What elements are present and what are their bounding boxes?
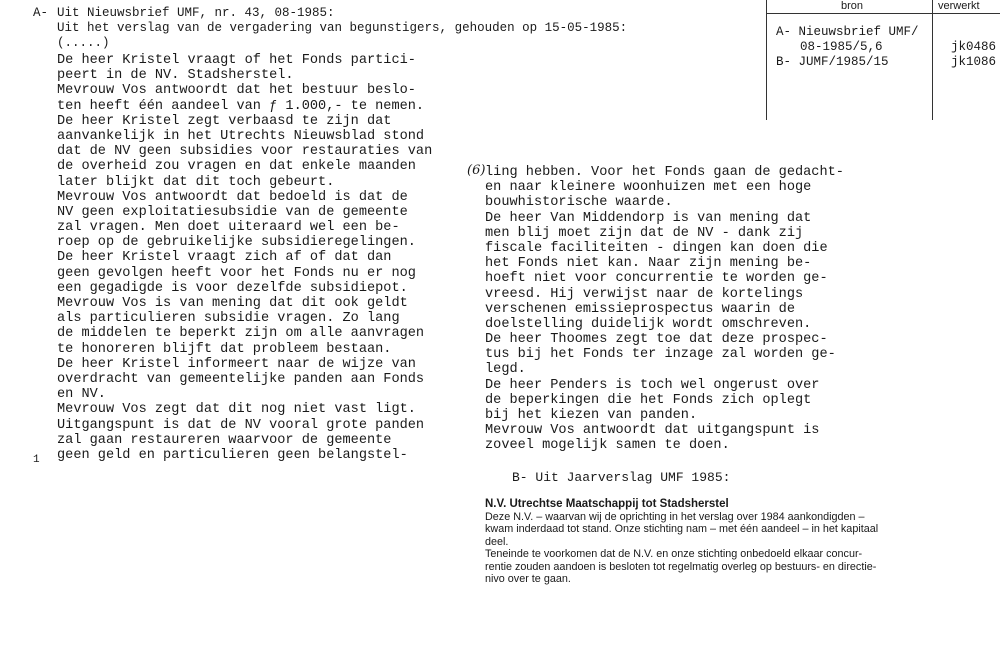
ellipsis-line: (.....) bbox=[57, 36, 110, 50]
text-line: Mevrouw Vos antwoordt dat bedoeld is dat de bbox=[57, 189, 408, 205]
text-line: peert in de NV. Stadsherstel. bbox=[57, 68, 294, 84]
text-line: ten heeft één aandeel van ƒ 1.000,- te nemen. bbox=[57, 98, 425, 114]
text-line: zal gaan restaureren waarvoor de gemeente bbox=[57, 432, 392, 448]
text-line: het Fonds niet kan. Naar zijn mening be- bbox=[485, 256, 812, 272]
text-line: legd. bbox=[485, 362, 526, 378]
text-line: men blij moet zijn dat de NV - dank zij bbox=[485, 225, 804, 241]
text-line: Mevrouw Vos antwoordt dat het bestuur beslo- bbox=[57, 83, 416, 99]
text-line: aanvankelijk in het Utrechts Nieuwsblad stond bbox=[57, 128, 425, 144]
text-line: zoveel mogelijk samen te doen. bbox=[485, 438, 730, 454]
text-line: Uitgangspunt is dat de NV vooral grote panden bbox=[57, 417, 425, 433]
text-line: (6) ling hebben. Voor het Fonds gaan de gedacht- bbox=[467, 163, 844, 180]
bron-entry-a-line1: A- Nieuwsbrief UMF/ bbox=[776, 25, 919, 39]
text-line: Mevrouw Vos zegt dat dit nog niet vast ligt. bbox=[57, 402, 416, 418]
clipping-paragraph-1 bbox=[485, 511, 879, 548]
text-line: hoeft niet voor concurrentie te worden ge- bbox=[485, 271, 828, 287]
text-line: overdracht van gemeentelijke panden aan Fonds bbox=[57, 371, 425, 387]
verwerkt-code-a: jk0486 bbox=[950, 40, 996, 54]
text-line: en naar kleinere woonhuizen met een hoge bbox=[485, 180, 812, 196]
text-line: de overheid zou vragen en dat enkele maanden bbox=[57, 159, 416, 175]
text-line: De heer Kristel informeert naar de wijze van bbox=[57, 356, 416, 372]
bron-entry-a-line2: 08-1985/5,6 bbox=[800, 40, 883, 54]
text-line: NV geen exploitatiesubsidie van de gemeente bbox=[57, 204, 408, 220]
clipping-paragraph-2 bbox=[485, 548, 877, 586]
text-line: later blijkt dat dit toch gebeurt. bbox=[57, 174, 335, 190]
source-reference-box bbox=[766, 0, 1000, 120]
clipping-line: Teneinde te voorkomen dat de N.V. en onze stichting onbedoeld elkaar concur- bbox=[485, 548, 863, 561]
right-text-column bbox=[467, 163, 844, 454]
text-line: dat de NV geen subsidies voor restauraties van bbox=[57, 144, 433, 160]
clipping-line: Deze N.V. – waarvan wij de oprichting in het verslag over 1984 aankondigden – bbox=[485, 511, 865, 523]
verwerkt-header: verwerkt bbox=[938, 0, 980, 12]
left-text-column bbox=[57, 53, 432, 463]
text-line: De heer Kristel vraagt zich af of dat dan bbox=[57, 250, 392, 266]
text-line: geen gevolgen heeft voor het Fonds nu er nog bbox=[57, 265, 416, 281]
clipping-line: deel. bbox=[485, 535, 509, 548]
source-a-label: A- bbox=[33, 6, 49, 20]
text-line: De heer Kristel vraagt of het Fonds partici- bbox=[57, 53, 416, 68]
source-a-lines bbox=[57, 6, 627, 51]
text-line: bij het kiezen van panden. bbox=[485, 408, 698, 423]
text-line: de beperkingen die het Fonds zich oplegt bbox=[485, 392, 812, 408]
clipping-line: nivo over te gaan. bbox=[485, 573, 571, 586]
text-line: De heer Van Middendorp is van mening dat bbox=[485, 210, 812, 226]
text-line: De heer Kristel zegt verbaasd te zijn dat bbox=[57, 113, 392, 129]
text-line: roep op de gebruikelijke subsidieregelingen. bbox=[57, 235, 416, 251]
handwritten-page-marker: (6) bbox=[467, 163, 486, 178]
text-line: verschenen emissieprospectus waarin de bbox=[485, 301, 795, 317]
text-line: tus bij het Fonds ter inzage zal worden ge- bbox=[485, 347, 836, 363]
text-line: bouwhistorische waarde. bbox=[485, 195, 673, 211]
text-line: Mevrouw Vos antwoordt dat uitgangspunt is bbox=[485, 423, 820, 439]
text-line: zal vragen. Men doet uiteraard wel een be- bbox=[57, 220, 400, 236]
verwerkt-code-b: jk1086 bbox=[950, 55, 996, 69]
bron-header: bron bbox=[841, 0, 864, 12]
text-line: de middelen te beperkt zijn om alle aanvragen bbox=[57, 326, 425, 342]
text-line: doelstelling duidelijk wordt omschreven. bbox=[485, 316, 812, 332]
text-line: geen geld en particulieren geen belangstel- bbox=[57, 447, 408, 463]
text-line: De heer Penders is toch wel ongerust over bbox=[485, 377, 820, 393]
source-a-line: Uit Nieuwsbrief UMF, nr. 43, 08-1985: bbox=[57, 6, 335, 20]
text-line: en NV. bbox=[57, 387, 106, 403]
text-line: een gegadigde is voor dezelfde subsidiepot. bbox=[57, 280, 408, 296]
meeting-line: Uit het verslag van de vergadering van begunstigers, gehouden op 15-05-1985: bbox=[57, 21, 628, 35]
clipping-line: kwam inderdaad tot stand. Onze stichting nam – met één aandeel – in het kapitaal bbox=[485, 523, 879, 536]
text-line: fiscale faciliteiten - dingen kan doen die bbox=[485, 240, 828, 256]
clipping-title: N.V. Utrechtse Maatschappij tot Stadsherstel bbox=[485, 498, 729, 510]
text-line: Mevrouw Vos is van mening dat dit ook geldt bbox=[57, 296, 408, 311]
text-line: te honoreren blijft dat probleem bestaan. bbox=[57, 341, 392, 357]
annual-report-clipping bbox=[485, 497, 879, 586]
text-line: De heer Thoomes zegt toe dat deze prospec- bbox=[485, 332, 828, 348]
margin-mark: 1 bbox=[33, 454, 40, 466]
text-line: vreesd. Hij verwijst naar de kortelings bbox=[485, 286, 804, 302]
clipping-line: rentie zouden aandoen is besloten tot regelmatig overleg op bestuurs- en directie- bbox=[485, 560, 877, 573]
bron-entry-b: B- JUMF/1985/15 bbox=[776, 55, 889, 69]
text-line: als particulieren subsidie vragen. Zo lang bbox=[57, 311, 400, 327]
source-b-heading: B- Uit Jaarverslag UMF 1985: bbox=[512, 470, 731, 485]
